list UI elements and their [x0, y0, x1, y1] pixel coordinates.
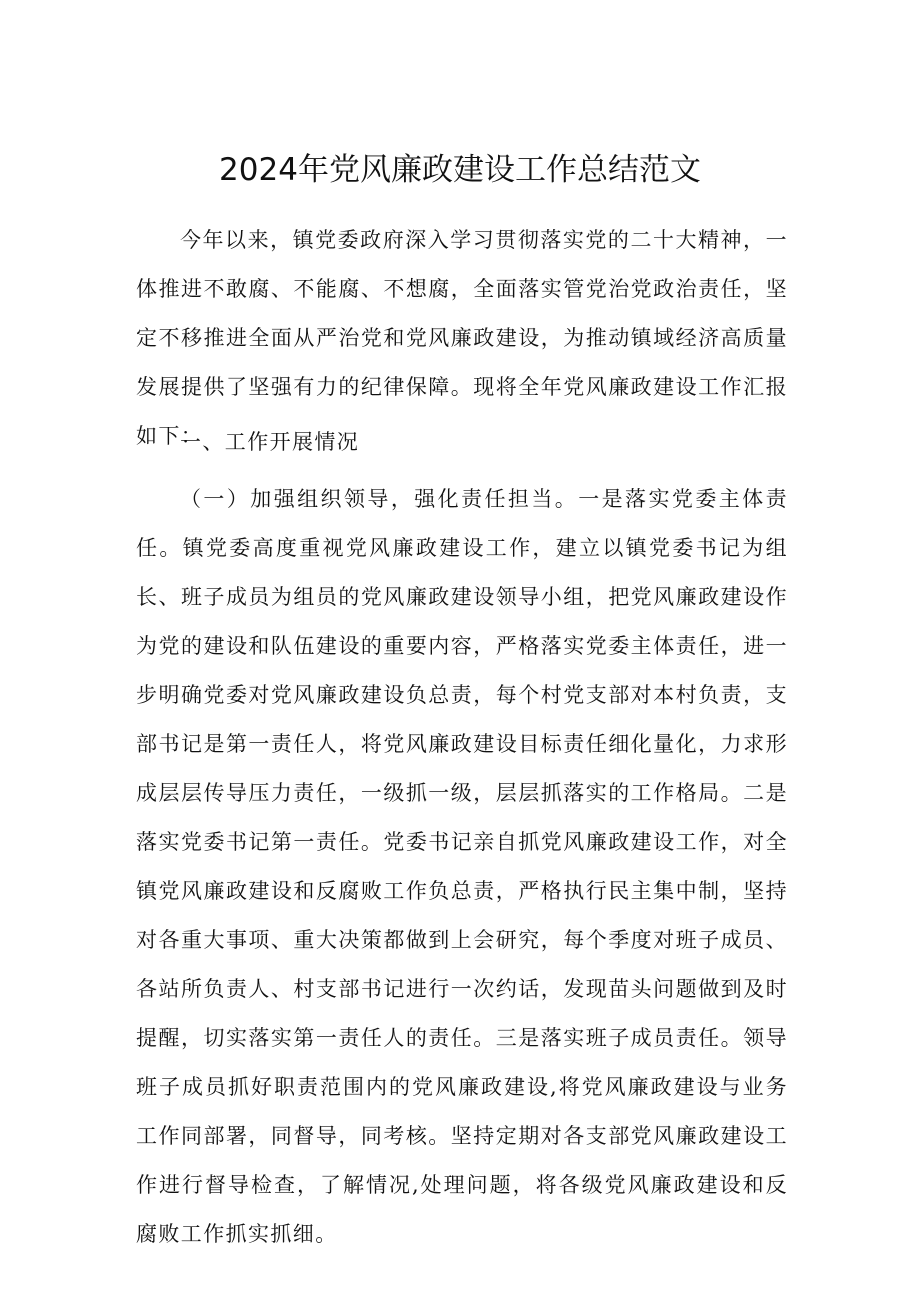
intro-paragraph: 今年以来，镇党委政府深入学习贯彻落实党的二十大精神，一体推进不敢腐、不能腐、不想腐，全面落实管党治党政治责任，坚定不移推进全面从严治党和党风廉政建设，为推动镇域经济高质量发展提供了坚强有力的纪律保障。现将全年党风廉政建设工作汇报如下：	[136, 228, 788, 448]
section-heading-work-status: 一、工作开展情况	[180, 430, 360, 454]
section-paragraph-organization-leadership: （一）加强组织领导，强化责任担当。一是落实党委主体责任。镇党委高度重视党风廉政建设工作，建立以镇党委书记为组长、班子成员为组员的党风廉政建设领导小组，把党风廉政建设作为党的建设和队伍建设的重要内容，严格落实党委主体责任，进一步明确党委对党风廉政建设负总责，每个村党支部对本村负责，支部书记是第一责任人，将党风廉政建设目标责任细化量化，力求形成层层传导压力责任，一级抓一级，层层抓落实的工作格局。二是落实党委书记第一责任。党委书记亲自抓党风廉政建设工作，对全镇党风廉政建设和反腐败工作负总责，严格执行民主集中制，坚持对各重大事项、重大决策都做到上会研究，每个季度对班子成员、各站所负责人、村支部书记进行一次约话，发现苗头问题做到及时提醒，切实落实第一责任人的责任。三是落实班子成员责任。领导班子成员抓好职责范围内的党风廉政建设,将党风廉政建设与业务工作同部署，同督导，同考核。坚持定期对各支部党风廉政建设工作进行督导检查，了解情况,处理问题，将各级党风廉政建设和反腐败工作抓实抓细。	[136, 487, 788, 1246]
document-title: 2024年党风廉政建设工作总结范文	[219, 152, 701, 188]
